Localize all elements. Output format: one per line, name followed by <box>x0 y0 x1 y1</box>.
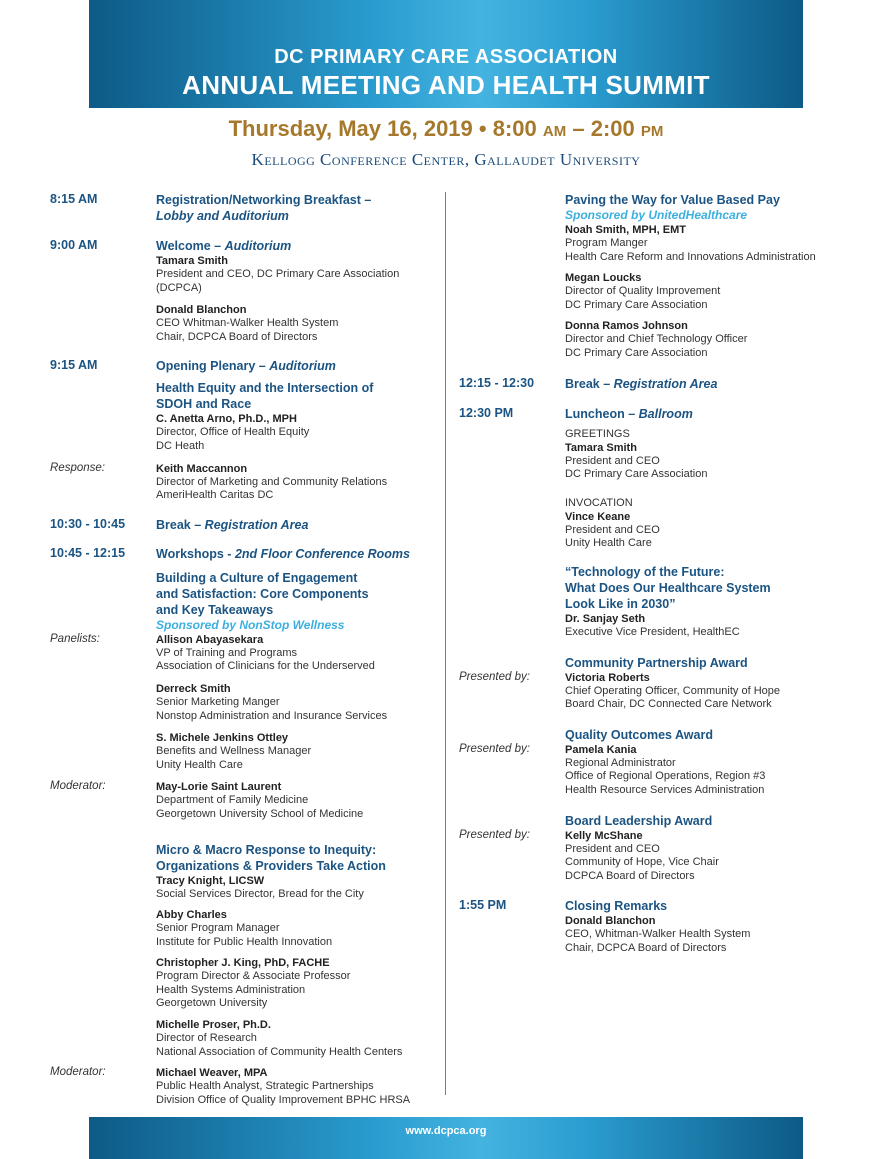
agenda-item-welcome: 9:00 AM Welcome – Auditorium Tamara Smith President and CEO, DC Primary Care Association (DCPCA) Donald Blanchon CEO Whitman-Walker Health System Chair, DCPCA Board of Directors <box>50 238 400 343</box>
agenda-item-closing: 1:55 PM Closing Remarks Donald Blanchon CEO, Whitman-Walker Health System Chair, DCPCA Board of Directors <box>459 898 751 954</box>
org-name: DC PRIMARY CARE ASSOCIATION <box>274 46 618 68</box>
event-date: Thursday, May 16, 2019 • 8:00 AM – 2:00 PM <box>228 116 664 141</box>
agenda-item-opening-plenary: 9:15 AM Opening Plenary – Auditorium Health Equity and the Intersection of SDOH and Race C. Anetta Arno, Ph.D., MPH Director, Office of Health Equity DC Heath <box>50 358 374 452</box>
header-banner <box>89 0 803 108</box>
award-community-partnership: Community Partnership Award <box>565 655 748 670</box>
agenda-right-column: Paving the Way for Value Based Pay Sponsored by UnitedHealthcare Noah Smith, MPH, EMT Program Manger Health Care Reform and Innovations Administration Megan Loucks Director of Quality Improvement DC Primary Care Association Donna Ramos Johnson Director and Chief Technology Officer DC Primary Care Association 12:15 - 12:30 Break – Registration Area 12:30 PM Luncheon – Ballroom GREETINGS Tamara Smith President and CEO DC Primary Care Association INVOCATION Vince Keane President and CEO Unity Health Care “Technology of the Future: What Does Our Healthcare System Look Like in 2030” Dr. Sanjay Seth Executive Vice President, HealthEC Community Partnership Award Presented by: Victoria Roberts Chief Operating Officer, Community of Hope Board Chair, DC Connected Care Network Quality Outcomes Award Presented by: Pamela Kania Regional Administrator Office of Regional Operations, Region #3 Health Resource Services Administration Board Leadership Award Presented by: Kelly McShane President and CEO Community of Hope, Vice Chair DCPCA Board of Directors 1:55 PM Closing Remarks Donald Blanchon CEO, Whitman-Walker Health System Chair, DCPCA Board of Directors <box>459 192 859 955</box>
award-quality-outcomes: Quality Outcomes Award <box>565 727 713 742</box>
agenda-item-break-2: 12:15 - 12:30 Break – Registration Area <box>459 375 718 391</box>
agenda-left-column <box>50 192 440 1107</box>
agenda-item-registration: 8:15 AM Registration/Networking Breakfast – Lobby and Auditorium <box>50 192 372 223</box>
response-speaker: Response: Keith Maccannon Director of Marketing and Community Relations AmeriHealth Caritas DC <box>50 461 388 502</box>
event-title: ANNUAL MEETING AND HEALTH SUMMIT <box>182 70 710 100</box>
moderator: Moderator: May-Lorie Saint Laurent Department of Family Medicine Georgetown University School of Medicine <box>50 780 364 820</box>
venue: Kellogg Conference Center, Gallaudet University <box>251 150 641 169</box>
moderator-2: Moderator: Michael Weaver, MPA Public Health Analyst, Strategic Partnerships Division Office of Quality Improvement BPHC HRSA <box>50 1066 411 1106</box>
footer-banner <box>89 1117 803 1159</box>
workshop-value-based-pay: Paving the Way for Value Based Pay Sponsored by UnitedHealthcare Noah Smith, MPH, EMT Program Manger Health Care Reform and Innovations Administration Megan Loucks Director of Quality Improvement DC Primary Care Association Donna Ramos Johnson Director and Chief Technology Officer DC Primary Care Association <box>565 193 816 359</box>
agenda-item-luncheon: 12:30 PM Luncheon – Ballroom GREETINGS Tamara Smith President and CEO DC Primary Care Association INVOCATION Vince Keane President and CEO Unity Health Care “Technology of the Future: What Does Our Healthcare System Look Like in 2030” Dr. Sanjay Seth Executive Vice President, HealthEC <box>459 405 771 638</box>
website-link[interactable]: www.dcpca.org <box>405 1125 487 1137</box>
column-divider <box>445 192 446 1095</box>
panelists: Panelists: Allison Abayasekara VP of Training and Programs Association of Clinicians for the Underserved Derreck Smith Senior Marketing Manger Nonstop Administration and Insurance Services S. Michele Jenkins Ottley Benefits and Wellness Manager Unity Health Care <box>50 632 388 771</box>
agenda-item-break: 10:30 - 10:45 Break – Registration Area <box>50 516 309 532</box>
workshop-micro-macro: Micro & Macro Response to Inequity: Organizations & Providers Take Action Tracy Knight, LICSW Social Services Director, Bread for the City Abby Charles Senior Program Manager Institute for Public Health Innovation Christopher J. King, PhD, FACHE Program Director & Associate Professor Health Systems Administration Georgetown University Michelle Proser, Ph.D. Director of Research National Association of Community Health Centers <box>156 842 403 1058</box>
award-board-leadership: Board Leadership Award <box>565 813 713 828</box>
agenda-item-workshops: 10:45 - 12:15 Workshops - 2nd Floor Conference Rooms Building a Culture of Engagement and Satisfaction: Core Components and Key Takeaways Sponsored by NonStop Wellness <box>50 545 410 632</box>
